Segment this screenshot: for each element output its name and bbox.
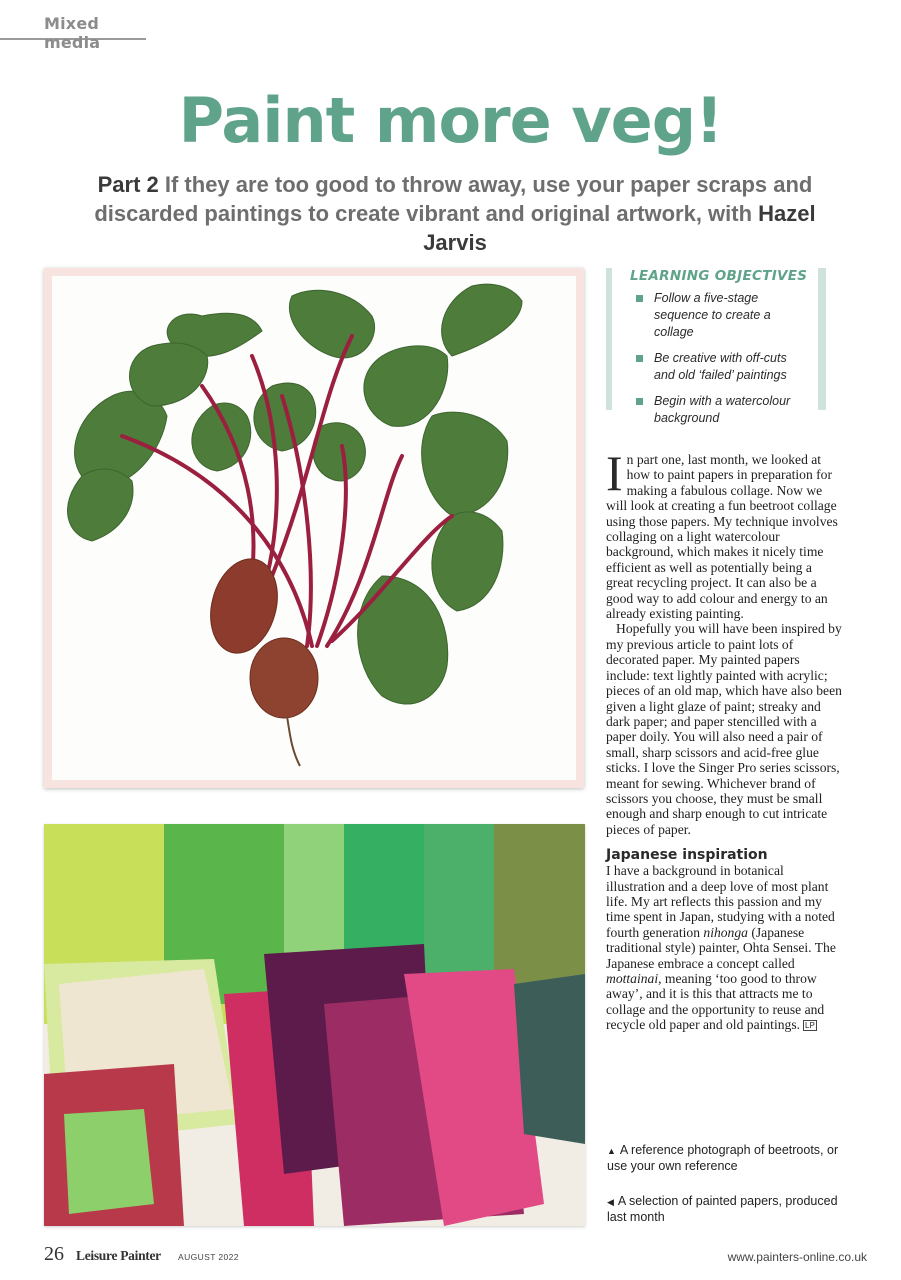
standfirst-part: Part 2 [97, 172, 159, 197]
magazine-name: Leisure Painter [76, 1248, 161, 1263]
p3-text-b: (Japanese traditional style) painter, Ohta Sensei. The Japanese embrace a concept called [606, 924, 836, 971]
objective-item [630, 350, 810, 384]
p3-text-a: I have a background in botanical illustration and a deep love of most plant life. My art reflects this passion and my time spent in Japan, studying with a noted fourth generation [606, 863, 835, 940]
headline: Paint more veg! [178, 84, 723, 157]
learning-objectives-panel [606, 268, 826, 425]
caption-papers [607, 1194, 847, 1225]
website-url: www.painters-online.co.uk [727, 1250, 867, 1264]
beetroot-illustration [52, 276, 576, 780]
p3-emphasis-mottainai: mottainai [606, 971, 659, 986]
caption-beetroot [607, 1143, 847, 1174]
objective-item [630, 393, 810, 427]
objective-text: Begin with a watercolour background [654, 394, 791, 425]
paragraph-3 [606, 863, 842, 1032]
objectives-list [630, 290, 810, 436]
standfirst-author: Hazel Jarvis [423, 201, 816, 255]
caption-text: A reference photograph of beetroots, or use your own reference [607, 1143, 839, 1173]
paragraph-1-text: n part one, last month, we looked at how to paint papers in preparation for making a fabulous collage. Now we will look at creating a fun beetroot collage using those papers. My technique involves collaging on a light watercolour background, which makes it nicely time efficient as well as potentially being a great recycling project. It can also be a good way to add colour and energy to an already existing painting. [606, 452, 838, 622]
up-arrow-icon: ▲ [607, 1146, 616, 1156]
p3-emphasis-nihonga: nihonga [703, 924, 748, 940]
subheading: Japanese inspiration [606, 847, 768, 864]
section-tag [0, 12, 146, 52]
painted-papers-illustration [44, 824, 585, 1226]
objective-text: Follow a five-stage sequence to create a collage [654, 291, 771, 339]
painted-papers-photo [44, 824, 585, 1226]
standfirst-text: If they are too good to throw away, use your paper scraps and discarded paintings to create vibrant and original artwork, with [94, 172, 813, 226]
end-mark: LP [805, 1021, 815, 1031]
article-body [606, 445, 842, 1033]
p3-text-c: , meaning ‘too good to throw away’, and it is this that attracts me to collage and the opportunity to reuse and recycle old paper and old paintings. [606, 971, 825, 1033]
beetroot-photo [44, 268, 584, 788]
bullet-icon [636, 355, 643, 362]
issue-date: AUGUST 2022 [178, 1252, 239, 1262]
caption-text: A selection of painted papers, produced last month [607, 1194, 838, 1224]
bullet-icon [636, 398, 643, 405]
section-label: Mixed media [44, 14, 101, 52]
paragraph-2: Hopefully you will have been inspired by my previous article to paint lots of decorated paper. My painted papers include: text lightly painted with acrylic; pieces of an old map, which have also been given a light glaze of paint; streaky and dark paper; and paper stencilled with a paper doily. You will also need a pair of small, sharp scissors and acid-free glue sticks. I love the Singer Pro series scissors, meant for sewing. Whichever brand of scissors you choose, they must be small enough and sharp enough to cut intricate pieces of paper. [606, 621, 842, 837]
objective-item [630, 290, 810, 341]
page-number: 26 [44, 1243, 64, 1265]
bullet-icon [636, 295, 643, 302]
standfirst [60, 170, 850, 257]
left-arrow-icon: ◀ [607, 1197, 614, 1207]
drop-cap: I [606, 445, 623, 501]
objectives-title: LEARNING OBJECTIVES [630, 268, 808, 284]
paragraph-1 [606, 445, 842, 622]
objective-text: Be creative with off-cuts and old ‘failed’ paintings [654, 351, 787, 382]
